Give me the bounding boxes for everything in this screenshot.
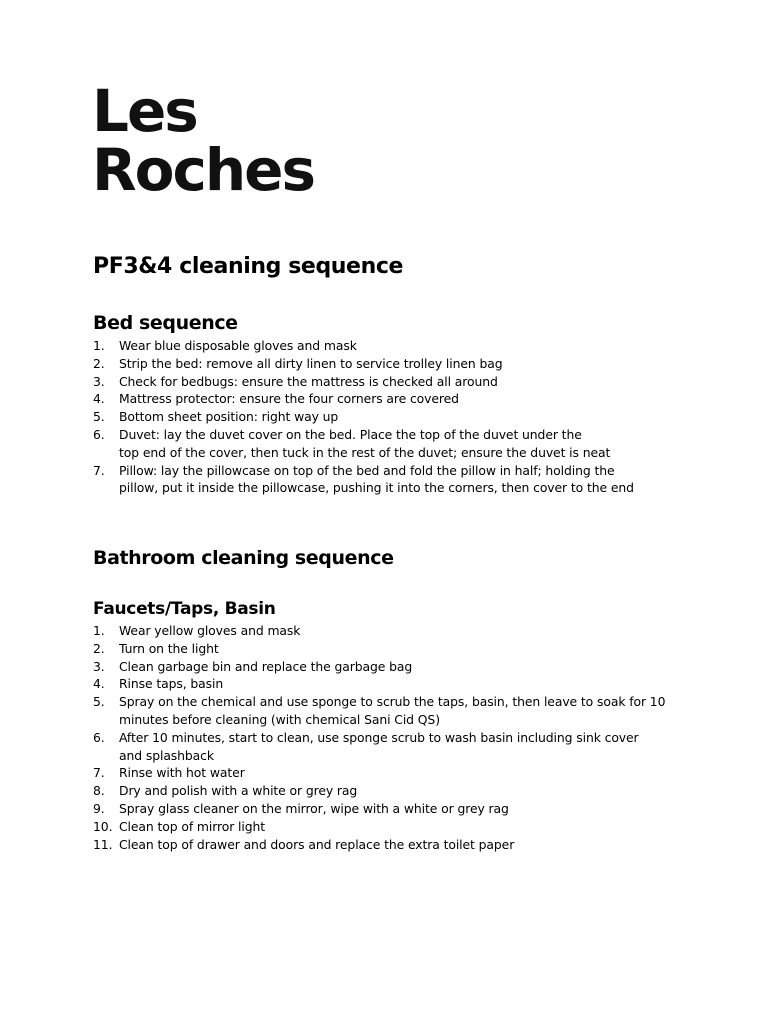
list-item-number: 1.: [93, 623, 105, 638]
logo-line-1: Les: [92, 77, 197, 145]
list-item: [93, 764, 733, 782]
list-item-text: Spray on the chemical and use sponge to scrub the taps, basin, then leave to soak for 10: [119, 694, 666, 710]
list-item-number: 4.: [93, 391, 105, 407]
list-item-text: pillow, put it inside the pillowcase, pushing it into the corners, then cover to the end: [119, 480, 634, 496]
list-item-text: Wear yellow gloves and mask: [119, 623, 301, 638]
list-item-number: 7.: [93, 765, 105, 781]
list-item-text: Dry and polish with a white or grey rag: [119, 783, 358, 799]
list-item-number: 4.: [93, 676, 105, 692]
list-item: [93, 818, 733, 836]
list-item-number: 3.: [93, 658, 105, 674]
list-item-text: minutes before cleaning (with chemical Sani Cid QS): [119, 711, 440, 727]
list-item: [93, 693, 733, 729]
list-item-text: Clean top of mirror light: [119, 818, 266, 834]
faucets-heading: Faucets/Taps, Basin: [93, 599, 276, 619]
bathroom-sequence-heading: Bathroom cleaning sequence: [93, 547, 394, 569]
list-item-text: Spray glass cleaner on the mirror, wipe with a white or grey rag: [119, 800, 509, 816]
list-item-number: 11.: [93, 836, 113, 852]
list-item-text: Rinse with hot water: [119, 765, 245, 781]
list-item: [93, 675, 733, 693]
list-item-text: Rinse taps, basin: [119, 676, 224, 692]
list-item: [93, 373, 733, 391]
list-item-number: 8.: [93, 783, 105, 799]
bathroom-sequence-list: [93, 622, 733, 853]
list-item-text: Turn on the light: [119, 640, 219, 656]
list-item: [93, 622, 733, 640]
list-item: [93, 337, 733, 355]
list-item: [93, 800, 733, 818]
list-item: [93, 782, 733, 800]
list-item: [93, 390, 733, 408]
logo-line-2: Roches: [92, 136, 315, 204]
list-item-number: 2.: [93, 355, 105, 371]
list-item: [93, 426, 733, 462]
list-item-number: 9.: [93, 800, 105, 816]
list-item: [93, 462, 733, 498]
list-item-number: 2.: [93, 640, 105, 656]
les-roches-logo: [92, 77, 315, 204]
list-item-number: 5.: [93, 409, 105, 425]
list-item-text: Duvet: lay the duvet cover on the bed. Place the top of the duvet under the: [119, 426, 582, 442]
list-item-text: and splashback: [119, 747, 214, 763]
list-item-text: Pillow: lay the pillowcase on top of the bed and fold the pillow in half; holding the: [119, 462, 615, 478]
list-item-number: 6.: [93, 729, 105, 745]
bed-sequence-heading: Bed sequence: [93, 312, 238, 334]
list-item: [93, 408, 733, 426]
list-item-text: Strip the bed: remove all dirty linen to service trolley linen bag: [119, 355, 503, 371]
list-item: [93, 729, 733, 765]
list-item-number: 5.: [93, 694, 105, 710]
list-item: [93, 836, 733, 854]
list-item-number: 7.: [93, 462, 105, 478]
list-item-text: Wear blue disposable gloves and mask: [119, 338, 357, 353]
list-item-text: Mattress protector: ensure the four corners are covered: [119, 391, 459, 407]
list-item-number: 1.: [93, 338, 105, 353]
list-item-number: 3.: [93, 373, 105, 389]
list-item-number: 6.: [93, 426, 105, 442]
list-item-text: Bottom sheet position: right way up: [119, 409, 339, 425]
list-item-text: Check for bedbugs: ensure the mattress is checked all around: [119, 373, 498, 389]
page-title: PF3&4 cleaning sequence: [93, 254, 404, 279]
list-item-number: 10.: [93, 818, 113, 834]
list-item-text: top end of the cover, then tuck in the rest of the duvet; ensure the duvet is neat: [119, 444, 611, 460]
list-item-text: Clean top of drawer and doors and replace the extra toilet paper: [119, 836, 515, 852]
list-item: [93, 640, 733, 658]
bed-sequence-list: [93, 337, 733, 497]
list-item: [93, 355, 733, 373]
list-item: [93, 658, 733, 676]
list-item-text: Clean garbage bin and replace the garbage bag: [119, 658, 413, 674]
list-item-text: After 10 minutes, start to clean, use sponge scrub to wash basin including sink cover: [119, 729, 639, 745]
